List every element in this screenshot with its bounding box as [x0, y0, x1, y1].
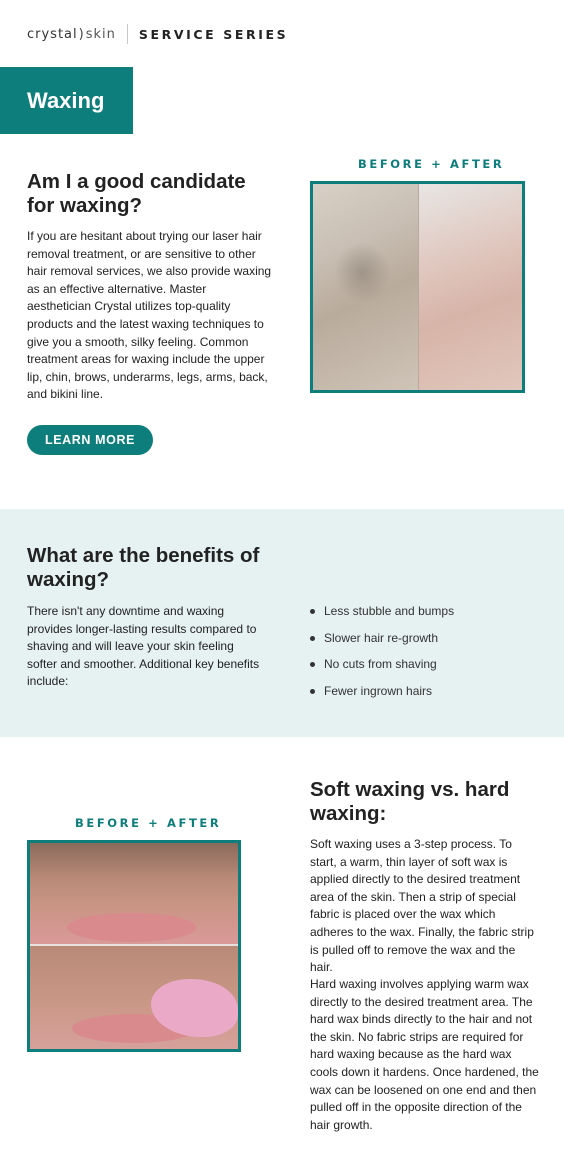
bullet-icon — [310, 689, 315, 694]
benefit-text: Fewer ingrown hairs — [324, 683, 433, 698]
service-badge — [0, 67, 133, 134]
list-item — [310, 603, 454, 620]
underarm-before-after-photo — [310, 181, 525, 393]
underarm-before-image — [313, 184, 418, 390]
underarm-after-image — [418, 184, 523, 390]
candidate-heading: Am I a good candidate for waxing? — [27, 170, 246, 217]
bullet-icon — [310, 609, 315, 614]
benefits-list — [310, 603, 454, 709]
bullet-icon — [310, 636, 315, 641]
benefits-heading: What are the benefits of waxing? — [27, 544, 260, 591]
before-after-label-2: BEFORE + AFTER — [75, 816, 222, 830]
upper-image-lips — [67, 913, 196, 942]
logo-bar: ) — [78, 26, 85, 42]
service-badge-label: Waxing — [27, 87, 105, 113]
header-divider — [127, 24, 128, 44]
logo-main-text: crystal — [27, 26, 78, 42]
learn-more-button[interactable]: LEARN MORE — [27, 425, 153, 455]
list-item — [310, 683, 454, 700]
benefit-text: No cuts from shaving — [324, 657, 437, 671]
brand-logo[interactable] — [27, 27, 116, 42]
candidate-body: If you are hesitant about trying our laser hair removal treatment, or are sensitive to other hair removal services, we also provide waxing as an effective alternative. Master aesthetician Crystal utilizes top-quality products and the latest waxing techniques to give you a smooth, silky feeling. Common treatment areas for waxing include the upper lip, chin, brows, underarms, legs, arms, back, and bikini line. — [27, 229, 272, 402]
benefit-text: Slower hair re-growth — [324, 630, 439, 645]
benefits-body: There isn't any downtime and waxing provides longer-lasting results compared to shaving and will leave your skin feeling softer and smoother. Additional key benefits include: — [27, 604, 260, 689]
list-item — [310, 656, 454, 673]
soft-waxing-body: Soft waxing uses a 3-step process. To start, a warm, thin layer of soft wax is applied directly to the desired treatment area of the skin. Then a strip of special fabric is placed over the wax which adheres to the wax. Finally, the fabric strip is pulled off to remove the wax and the hair. — [310, 837, 534, 975]
bullet-icon — [310, 662, 315, 667]
series-title: SERVICE SERIES — [138, 26, 289, 42]
list-item — [310, 630, 454, 647]
soft-vs-hard-heading: Soft waxing vs. hard waxing: — [310, 778, 510, 825]
hard-waxing-body: Hard waxing involves applying warm wax directly to the desired treatment area. The hard wax binds directly to the hair and not the skin. No fabric strips are required for hard waxing because as the hard wax cools down it hardens. Once hardened, the wax can be loosened on one end and then pulled off in the opposite direction of the hair growth. — [310, 977, 539, 1132]
before-after-label-1: BEFORE + AFTER — [358, 157, 505, 171]
page-header — [27, 22, 288, 46]
benefit-text: Less stubble and bumps — [324, 604, 455, 618]
lip-before-after-photo — [27, 840, 241, 1052]
logo-sub-text: skin — [85, 26, 116, 42]
